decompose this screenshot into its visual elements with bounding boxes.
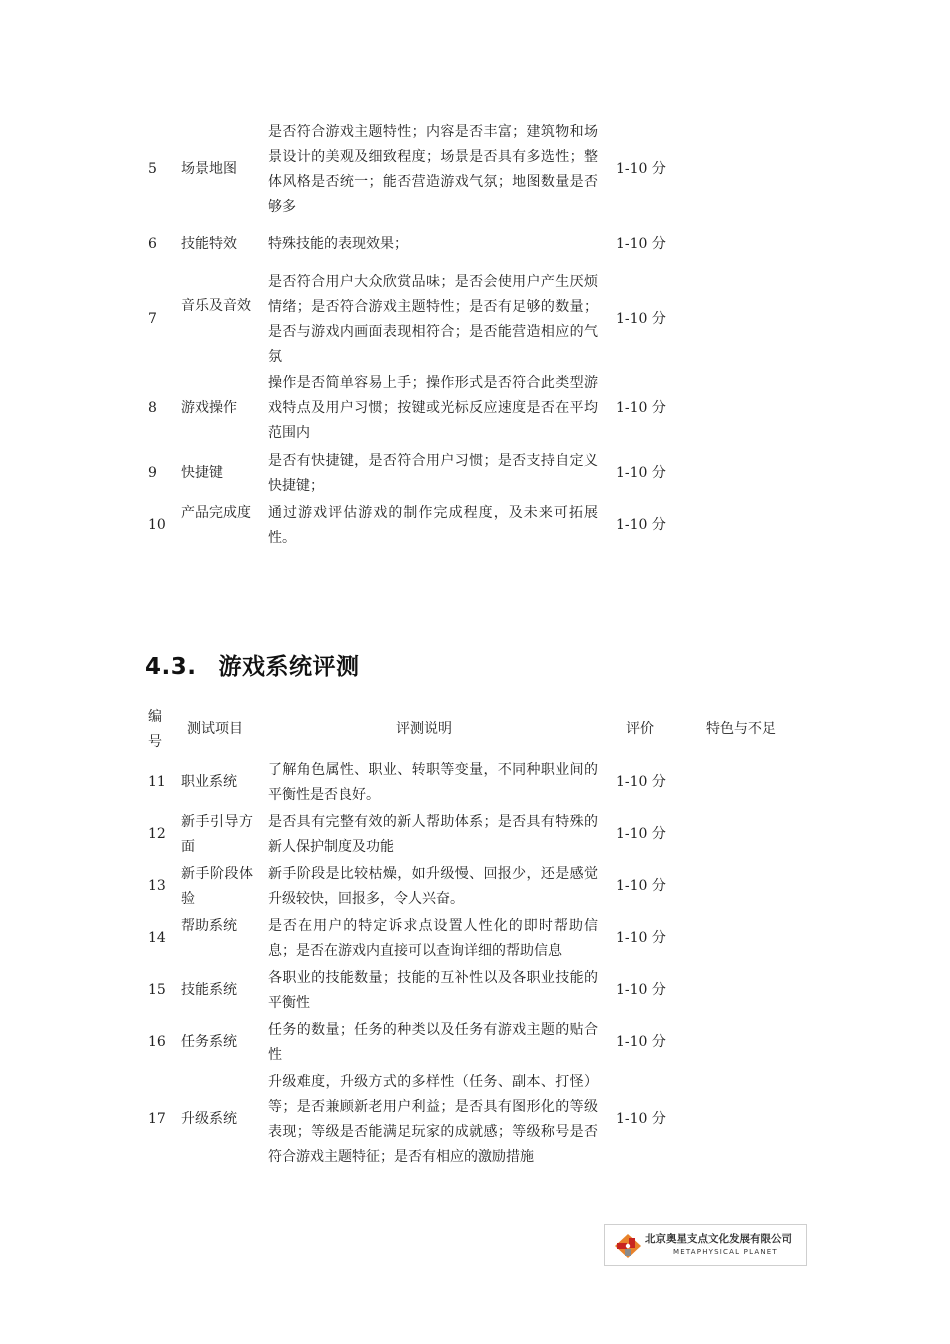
company-name-en: METAPHYSICAL PLANET — [673, 1248, 778, 1256]
row-description: 升级难度，升级方式的多样性（任务、副本、打怪）等；是否兼顾新老用户利益；是否具有图形化的等级表现；等级是否能满足玩家的成就感；等级称号是否符合游戏主题特征；是否有相应的激励措施 — [268, 1074, 598, 1165]
row-id: 15 — [148, 982, 166, 998]
row-item: 任务系统 — [181, 1034, 237, 1050]
row-item: 新手引导方面 — [181, 814, 253, 855]
company-logo — [604, 1224, 807, 1266]
row-score: 1-10 分 — [616, 878, 666, 894]
row-description: 是否具有完整有效的新人帮助体系；是否具有特殊的新人保护制度及功能 — [268, 814, 598, 855]
row-id: 17 — [148, 1111, 166, 1127]
row-item: 技能特效 — [181, 236, 237, 252]
row-description: 新手阶段是比较枯燥，如升级慢、回报少，还是感觉升级较快，回报多，令人兴奋。 — [268, 866, 598, 907]
row-score: 1-10 分 — [616, 465, 666, 481]
row-description: 通过游戏评估游戏的制作完成程度，及未来可拓展性。 — [268, 505, 598, 546]
row-id: 5 — [148, 161, 157, 177]
row-item: 场景地图 — [181, 161, 237, 177]
row-description: 各职业的技能数量；技能的互补性以及各职业技能的平衡性 — [268, 970, 598, 1011]
row-score: 1-10 分 — [616, 1111, 666, 1127]
section-title: 游戏系统评测 — [218, 654, 360, 680]
row-item: 快捷键 — [181, 465, 223, 481]
row-item: 音乐及音效 — [181, 298, 251, 314]
row-description: 是否符合游戏主题特性；内容是否丰富；建筑物和场景设计的美观及细致程度；场景是否具有多选性；整体风格是否统一；能否营造游戏气氛；地图数量是否够多 — [268, 124, 598, 215]
row-score: 1-10 分 — [616, 1034, 666, 1050]
row-description: 是否在用户的特定诉求点设置人性化的即时帮助信息；是否在游戏内直接可以查询详细的帮助信息 — [268, 918, 598, 959]
row-item: 新手阶段体验 — [181, 866, 253, 907]
row-score: 1-10 分 — [616, 311, 666, 327]
row-id: 10 — [148, 517, 166, 533]
row-score: 1-10 分 — [616, 982, 666, 998]
header-item: 测试项目 — [187, 721, 243, 737]
row-item: 游戏操作 — [181, 400, 237, 416]
row-item: 职业系统 — [181, 774, 237, 790]
row-description: 任务的数量；任务的种类以及任务有游戏主题的贴合性 — [268, 1022, 598, 1063]
company-logo-icon — [613, 1232, 643, 1260]
logo-dot — [626, 1244, 630, 1248]
row-id: 14 — [148, 930, 166, 946]
logo-bar-left — [617, 1243, 627, 1249]
row-description: 操作是否简单容易上手；操作形式是否符合此类型游戏特点及用户习惯；按键或光标反应速度是否在平均范围内 — [268, 375, 598, 441]
header-description: 评测说明 — [396, 721, 452, 737]
header-feature: 特色与不足 — [706, 721, 776, 737]
row-item: 帮助系统 — [181, 918, 237, 934]
row-item: 技能系统 — [181, 982, 237, 998]
section-number: 4.3. — [145, 654, 197, 680]
row-item: 产品完成度 — [181, 505, 251, 521]
row-id: 7 — [148, 311, 157, 327]
section-heading — [145, 648, 359, 681]
row-id: 11 — [148, 774, 166, 790]
row-description: 是否符合用户大众欣赏品味；是否会使用户产生厌烦情绪；是否符合游戏主题特性；是否有足够的数量；是否与游戏内画面表现相符合；是否能营造相应的气氛 — [268, 274, 598, 365]
row-id: 9 — [148, 465, 157, 481]
row-id: 8 — [148, 400, 157, 416]
row-score: 1-10 分 — [616, 400, 666, 416]
company-name-cn: 北京奥星支点文化发展有限公司 — [645, 1233, 792, 1245]
row-score: 1-10 分 — [616, 774, 666, 790]
row-id: 13 — [148, 878, 166, 894]
row-id: 16 — [148, 1034, 166, 1050]
row-score: 1-10 分 — [616, 236, 666, 252]
header-score: 评价 — [626, 721, 654, 737]
row-description: 是否有快捷键，是否符合用户习惯；是否支持自定义快捷键； — [268, 453, 598, 494]
row-score: 1-10 分 — [616, 826, 666, 842]
logo-bar-bottom — [625, 1249, 631, 1256]
row-id: 6 — [148, 236, 157, 252]
row-description: 了解角色属性、职业、转职等变量，不同种职业间的平衡性是否良好。 — [268, 762, 598, 803]
row-score: 1-10 分 — [616, 930, 666, 946]
row-score: 1-10 分 — [616, 517, 666, 533]
row-id: 12 — [148, 826, 166, 842]
header-id: 编号 — [148, 709, 162, 750]
row-item: 升级系统 — [181, 1111, 237, 1127]
row-score: 1-10 分 — [616, 161, 666, 177]
row-description: 特殊技能的表现效果； — [268, 236, 408, 252]
